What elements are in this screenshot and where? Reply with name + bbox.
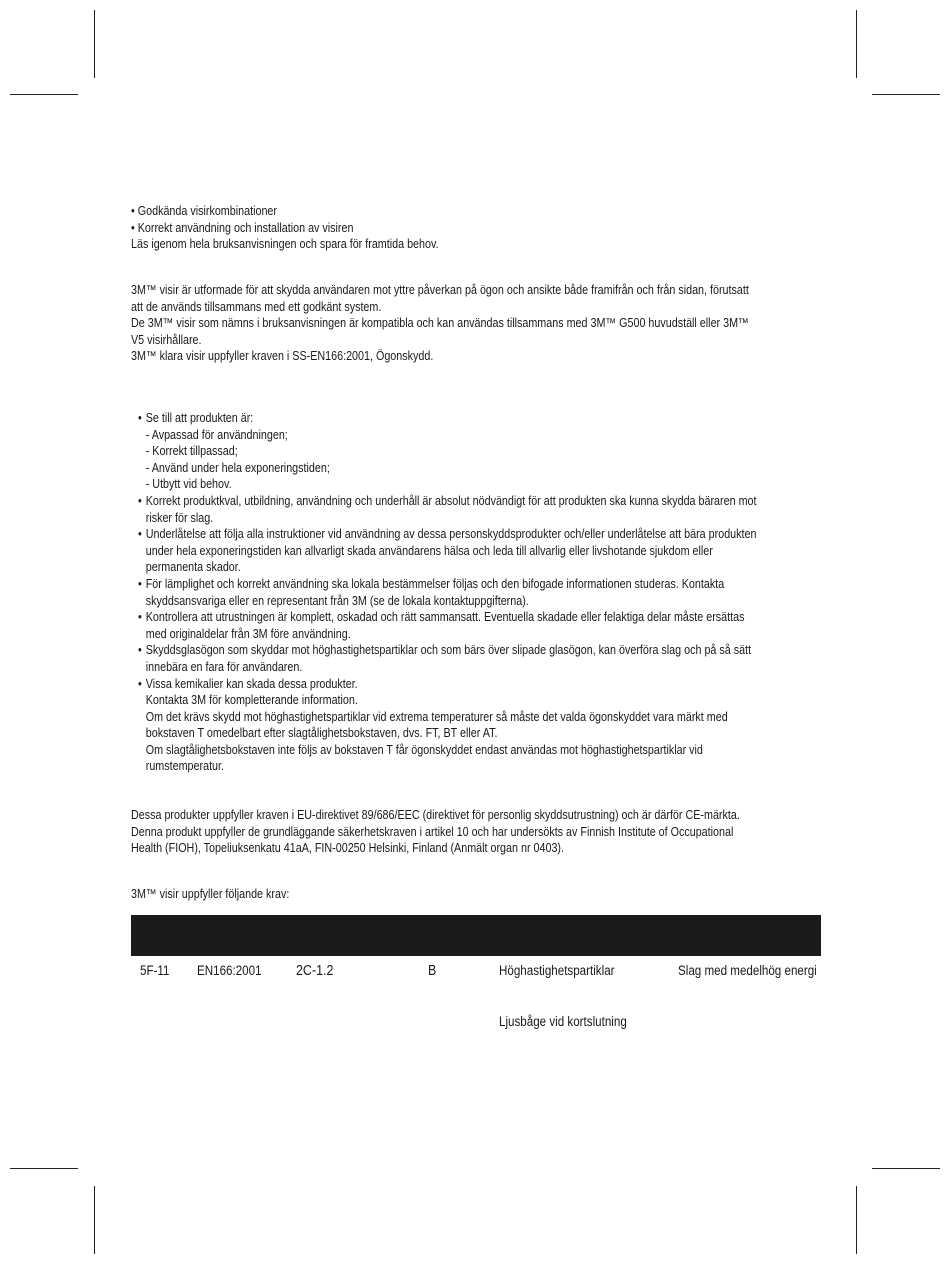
compliance-line: Health (FIOH), Topeliuksenkatu 41aA, FIN-00250 Helsinki, Finland (Anmält organ nr 0403).: [131, 841, 565, 856]
warning-line: rumstemperatur.: [145, 759, 225, 774]
warning-item: • Kontrollera att utrustningen är komplett, oskadad och rätt sammansatt. Eventuella skadade eller felaktiga delar måste ersättas med originaldelar från 3M före användning.: [138, 610, 745, 641]
intro-note: Läs igenom hela bruksanvisningen och spara för framtida behov.: [131, 237, 439, 252]
cell-marking: 2C-1.2: [296, 963, 334, 979]
warning-subitem: - Använd under hela exponeringstiden;: [145, 460, 330, 475]
warning-line: innebära en fara för användaren.: [145, 659, 303, 674]
crop-mark-top-right-horizontal: [872, 94, 940, 95]
warning-line: Om det krävs skydd mot höghastighetspartiklar vid extrema temperaturer så måste det valda ögonskyddet vara märkt med: [145, 709, 728, 724]
crop-mark-bottom-right-vertical: [856, 1186, 857, 1254]
warning-line: med originaldelar från 3M före användning.: [145, 626, 351, 641]
warning-item: • Skyddsglasögon som skyddar mot höghastighetspartiklar och som bärs över slipade glasögon, kan överföra slag och på så sätt innebära en fara för användaren.: [138, 643, 752, 674]
warning-subitem: - Utbytt vid behov.: [145, 477, 232, 492]
crop-mark-top-left-horizontal: [10, 94, 78, 95]
description-line: 3M™ visir är utformade för att skydda användaren mot yttre påverkan på ögon och ansikte både framifrån och från sidan, förutsatt: [131, 283, 749, 297]
table-header: [131, 915, 821, 956]
intro-bullet: • Godkända visirkombinationer: [131, 204, 277, 218]
warning-line: Om slagtålighetsbokstaven inte följs av bokstaven T får ögonskyddet endast användas mot höghastighetspartiklar vid: [145, 742, 703, 757]
warning-line: risker för slag.: [145, 510, 214, 525]
cell-hazard-level: Slag med medelhög energi: [678, 963, 817, 978]
warning-line: Kontrollera att utrustningen är komplett, oskadad och rätt sammansatt. Eventuella skadade eller felaktiga delar måste ersättas: [145, 610, 745, 625]
warning-line: skyddsansvariga eller en representant från 3M (se de lokala kontaktuppgifterna).: [145, 593, 529, 608]
description-section: [131, 282, 749, 365]
intro-section: [131, 203, 724, 253]
warning-line: Korrekt produktkval, utbildning, användning och underhåll är absolut nödvändigt för att produkten ska kunna skydda bäraren mot: [145, 493, 757, 508]
compliance-section: [131, 807, 740, 857]
compliance-line: Dessa produkter uppfyller kraven i EU-direktivet 89/686/EEC (direktivet för personlig skyddsutrustning) och är därför CE-märkta.: [131, 808, 740, 822]
warning-item: • Se till att produkten är:: [138, 410, 740, 427]
crop-mark-bottom-right-horizontal: [872, 1168, 940, 1169]
cell-hazard: Ljusbåge vid kortslutning: [499, 1014, 627, 1029]
crop-mark-top-left-vertical: [94, 10, 95, 78]
crop-mark-bottom-left-vertical: [94, 1186, 95, 1254]
warnings-section: [138, 410, 757, 775]
warning-line: Vissa kemikalier kan skada dessa produkter.: [145, 676, 358, 691]
warning-item: • För lämplighet och korrekt användning ska lokala bestämmelser följas och den bifogade informationen studeras. Kontakta skyddsansvariga eller en representant från 3M (se de lokala kontaktuppgifterna).: [138, 576, 740, 609]
description-line: V5 visirhållare.: [131, 332, 202, 347]
description-line: 3M™ klara visir uppfyller kraven i SS-EN166:2001, Ögonskydd.: [131, 349, 434, 364]
intro-bullet: • Korrekt användning och installation av visiren: [131, 220, 354, 235]
warning-subitem: - Korrekt tillpassad;: [145, 444, 238, 459]
warning-line: Kontakta 3M för kompletterande information.: [145, 693, 358, 708]
warning-line: Skyddsglasögon som skyddar mot höghastighetspartiklar och som bärs över slipade glasögon, kan överföra slag och på så sätt: [145, 643, 752, 658]
warning-line: För lämplighet och korrekt användning ska lokala bestämmelser följas och den bifogade informationen studeras. Kontakta: [145, 576, 725, 591]
crop-mark-top-right-vertical: [856, 10, 857, 78]
cell-hazard: Höghastighetspartiklar: [499, 963, 615, 978]
warning-item: • Underlåtelse att följa alla instruktioner vid användning av dessa personskyddsprodukter och/eller underlåtelse att bära produkten under hela exponeringstiden kan allvarligt skada användarens hälsa och leda till allvarlig eller livshotande sjukdom eller permanenta skador.: [138, 527, 757, 575]
description-line: De 3M™ visir som nämns i bruksanvisningen är kompatibla och kan användas tillsammans med 3M™ G500 huvudställ eller 3M™: [131, 316, 749, 331]
warning-subitem: - Avpassad för användningen;: [145, 427, 288, 442]
description-line: att de används tillsammans med ett godkänt system.: [131, 299, 382, 314]
warning-line: Underlåtelse att följa alla instruktioner vid användning av dessa personskyddsprodukter och/eller underlåtelse att bära produkten: [145, 527, 757, 542]
warning-line: bokstaven T omedelbart efter slagtålighetsbokstaven, dvs. FT, BT eller AT.: [145, 726, 498, 741]
compliance-line: Denna produkt uppfyller de grundläggande säkerhetskraven i artikel 10 och har undersökts av Finnish Institute of Occupational: [131, 824, 734, 839]
cell-model: 5F-11: [140, 963, 170, 978]
warning-text: Se till att produkten är:: [145, 411, 254, 425]
cell-standard: EN166:2001: [197, 963, 262, 978]
crop-mark-bottom-left-horizontal: [10, 1168, 78, 1169]
warning-item: • Korrekt produktkval, utbildning, användning och underhåll är absolut nödvändigt för att produkten ska kunna skydda bäraren mot risker för slag.: [138, 493, 757, 525]
warning-item: • Vissa kemikalier kan skada dessa produkter. Kontakta 3M för kompletterande information. Om det krävs skydd mot höghastighetspartiklar vid extrema temperaturer så måste det valda ögonskyddet vara märkt med bokstaven T omedelbart efter slagtålighetsbokstaven, dvs. FT, BT eller AT. Om slagtålighetsbokstaven inte följs av bokstaven T får ögonskyddet endast användas mot höghastighetspartiklar vid rumstemperatur.: [138, 676, 740, 776]
cell-impact-class: B: [428, 963, 437, 979]
warning-line: permanenta skador.: [145, 560, 241, 575]
warning-line: under hela exponeringstiden kan allvarligt skada användarens hälsa och leda till allvarlig eller livshotande sjukdom eller: [145, 543, 713, 558]
requirements-intro: 3M™ visir uppfyller följande krav:: [131, 887, 290, 901]
